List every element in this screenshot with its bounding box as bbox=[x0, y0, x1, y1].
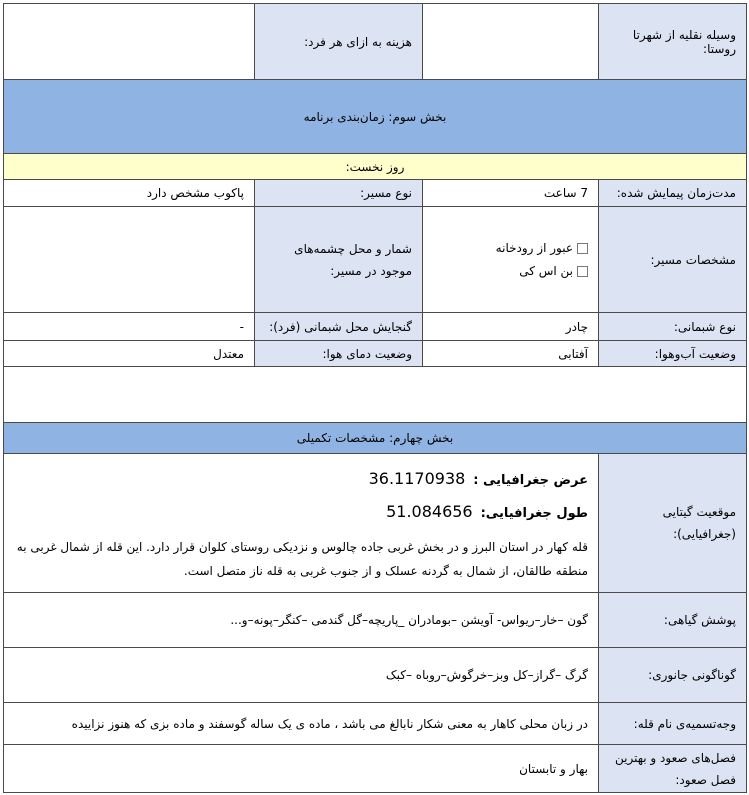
latitude-value[interactable]: 36.1170938 bbox=[368, 469, 466, 488]
springs-label: شمار و محل چشمه‌های موجود در مسیر: bbox=[255, 207, 423, 313]
route-specs-label: مشخصات مسیر: bbox=[599, 207, 747, 313]
geo-value bbox=[4, 454, 599, 593]
section4-title: بخش چهارم: مشخصات تکمیلی bbox=[4, 423, 747, 454]
day1-title: روز نخست: bbox=[4, 154, 747, 180]
temperature-label: وضعیت دمای هوا: bbox=[255, 341, 423, 367]
etymology-row bbox=[4, 703, 747, 745]
camp-row bbox=[4, 313, 747, 341]
flora-value[interactable]: گون –خار–ریواس- آویشن –بومادران _پاریچه–گل گندمی –کنگر–پونه–و... bbox=[4, 593, 599, 648]
camp-capacity-value[interactable]: - bbox=[4, 313, 255, 341]
flora-row bbox=[4, 593, 747, 648]
weather-label: وضعیت آب‌وهوا: bbox=[599, 341, 747, 367]
weather-value[interactable]: آفتابی bbox=[423, 341, 599, 367]
seasons-row bbox=[4, 745, 747, 793]
seasons-label: فصل‌های صعود و بهترین فصل صعود: bbox=[599, 745, 747, 793]
camp-label: نوع شبمانی: bbox=[599, 313, 747, 341]
temperature-value[interactable]: معتدل bbox=[4, 341, 255, 367]
section3-row bbox=[4, 80, 747, 154]
longitude-label: طول جغرافیایی: bbox=[480, 506, 588, 521]
gps-option[interactable] bbox=[433, 264, 588, 278]
weather-row bbox=[4, 341, 747, 367]
duration-label: مدت‌زمان پیمایش شده: bbox=[599, 180, 747, 207]
route-specs-row bbox=[4, 207, 747, 313]
fauna-label: گوناگونی جانوری: bbox=[599, 648, 747, 703]
section4-row bbox=[4, 423, 747, 454]
fauna-value[interactable]: گرگ –گراز–کل وبز–خرگوش–روباه –کبک bbox=[4, 648, 599, 703]
spacer-cell bbox=[4, 367, 747, 423]
spacer-row bbox=[4, 367, 747, 423]
day1-row bbox=[4, 154, 747, 180]
longitude-value[interactable]: 51.084656 bbox=[386, 502, 473, 521]
gps-label: بن اس کی bbox=[519, 264, 573, 278]
transport-value[interactable] bbox=[423, 4, 599, 80]
fauna-row bbox=[4, 648, 747, 703]
longitude-line bbox=[14, 502, 588, 521]
river-crossing-option[interactable] bbox=[433, 241, 588, 255]
latitude-line bbox=[14, 469, 588, 488]
route-type-label: نوع مسیر: bbox=[255, 180, 423, 207]
transport-row bbox=[4, 4, 747, 80]
section3-title: بخش سوم: زمان‌بندی برنامه bbox=[4, 80, 747, 154]
transport-label: وسیله نقلیه از شهرتا روستا: bbox=[599, 4, 747, 80]
gps-checkbox[interactable] bbox=[577, 266, 588, 277]
river-crossing-checkbox[interactable] bbox=[577, 243, 588, 254]
latitude-label: عرض جغرافیایی : bbox=[473, 473, 588, 488]
seasons-value[interactable]: بهار و تابستان bbox=[4, 745, 599, 793]
geo-description: قله کهار در استان البرز و در بخش غربی جاده چالوس و نزدیکی روستای کلوان قرار دارد. این قله از شمال غربی به منطقه طالقان، از شمال به گردنه عسلک و از جنوب غربی به قله ناز متصل است. bbox=[16, 540, 588, 578]
duration-row bbox=[4, 180, 747, 207]
cost-value[interactable] bbox=[4, 4, 255, 80]
springs-value[interactable] bbox=[4, 207, 255, 313]
camp-value[interactable]: چادر bbox=[423, 313, 599, 341]
route-type-value[interactable]: پاکوب مشخص دارد bbox=[4, 180, 255, 207]
geo-row bbox=[4, 454, 747, 593]
route-specs-options bbox=[423, 207, 599, 313]
geo-label: موقعیت گیتایی (جغرافیایی): bbox=[599, 454, 747, 593]
flora-label: پوشش گیاهی: bbox=[599, 593, 747, 648]
cost-label: هزینه به ازای هر فرد: bbox=[255, 4, 423, 80]
etymology-value[interactable]: در زبان محلی کاهار به معنی شکار نابالغ می باشد ، ماده ی یک ساله گوسفند و ماده بزی که هنوز نزاییده bbox=[4, 703, 599, 745]
river-crossing-label: عبور از رودخانه bbox=[495, 241, 573, 255]
camp-capacity-label: گنجایش محل شبمانی (فرد): bbox=[255, 313, 423, 341]
duration-value[interactable]: 7 ساعت bbox=[423, 180, 599, 207]
program-form-table bbox=[3, 3, 747, 793]
etymology-label: وجه‌تسمیه‌ی نام قله: bbox=[599, 703, 747, 745]
